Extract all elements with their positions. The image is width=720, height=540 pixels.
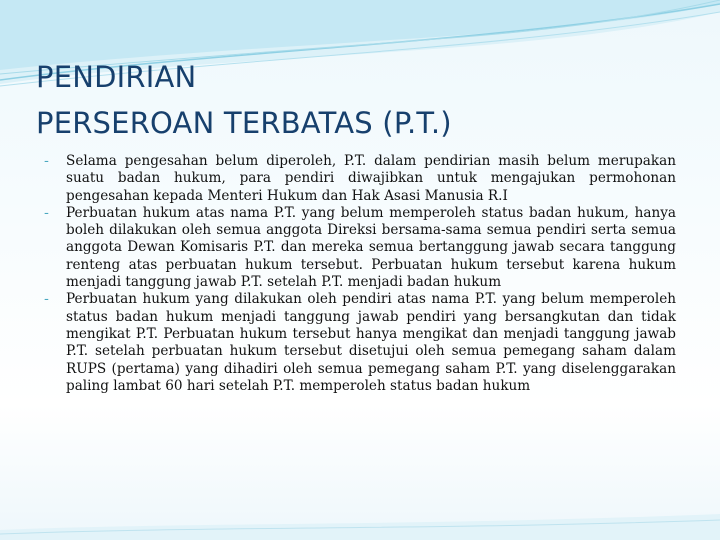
dash-bullet-icon: - (44, 291, 49, 308)
dash-bullet-icon: - (44, 204, 49, 221)
dash-bullet-icon: - (44, 153, 49, 169)
bullet-text: Selama pengesahan belum diperoleh, P.T. dalam pendirian masih belum merupakan suatu badan hukum, para pendiri diwajibkan untuk mengajukan permohonan pengesahan kepada Menteri Hukum dan Hak Asasi Manusia R.I (66, 153, 676, 204)
list-item (44, 205, 676, 291)
list-item (44, 291, 676, 395)
slide-title (36, 54, 696, 146)
title-line-2: PERSEROAN TERBATAS (P.T.) (36, 106, 452, 140)
title-line-1: PENDIRIAN (36, 60, 197, 94)
decorative-wave-bottom (0, 500, 720, 540)
list-item (44, 153, 676, 205)
bullet-text: Perbuatan hukum atas nama P.T. yang belum memperoleh status badan hukum, hanya boleh dilakukan oleh semua anggota Direksi bersama-sama semua pendiri serta semua anggota Dewan Komisaris P.T. dan mereka semua bertanggung jawab secara tanggung renteng atas perbuatan hukum tersebut. Perbuatan hukum tersebut karena hukum menjadi tanggung jawab P.T. setelah P.T. menjadi badan hukum (66, 204, 676, 291)
bullet-text: Perbuatan hukum yang dilakukan oleh pendiri atas nama P.T. yang belum memperoleh status badan hukum menjadi tanggung jawab pendiri yang bersangkutan dan tidak mengikat P.T. Perbuatan hukum tersebut hanya mengikat dan menjadi tanggung jawab P.T. setelah perbuatan hukum tersebut disetujui oleh semua pemegang saham dalam RUPS (pertama) yang dihadiri oleh semua pemegang saham P.T. yang diselenggarakan paling lambat 60 hari setelah P.T. memperoleh status badan hukum (66, 291, 676, 394)
bullet-list (44, 153, 676, 395)
